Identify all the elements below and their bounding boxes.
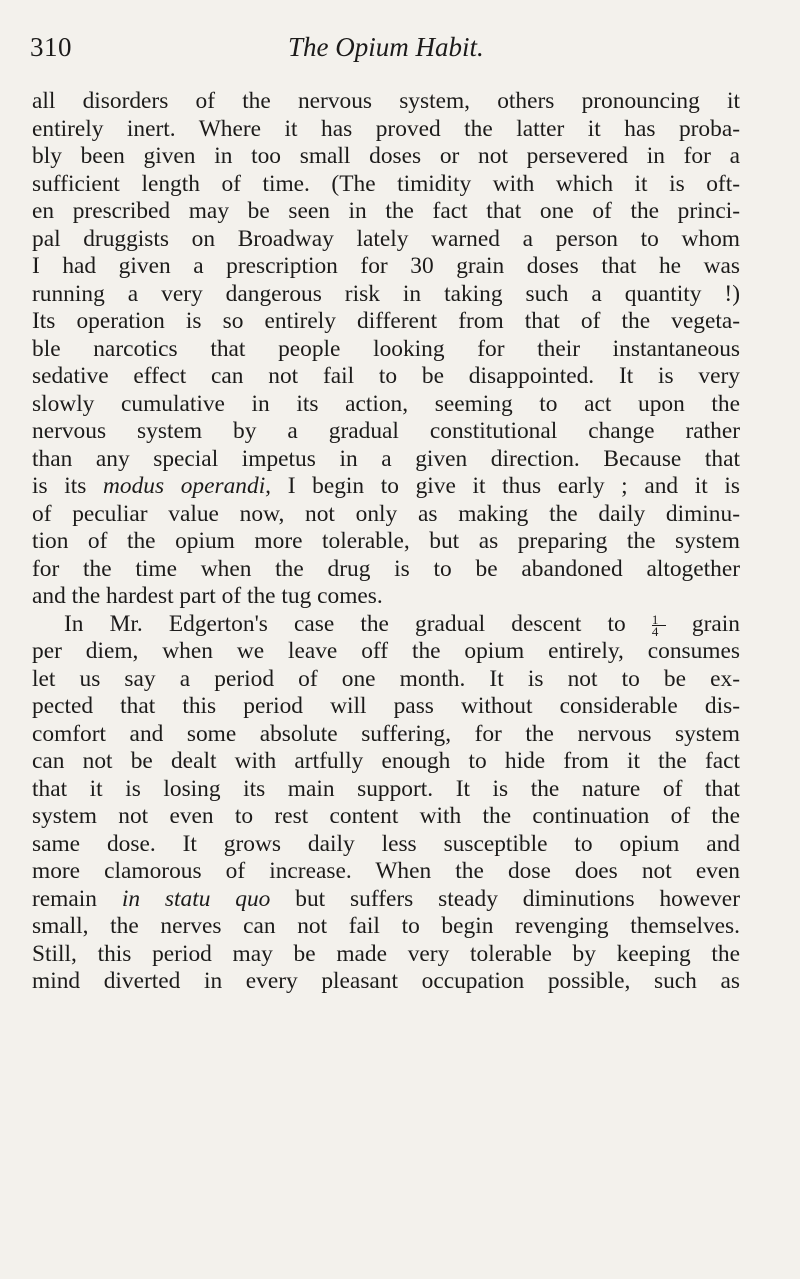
text-line: bly been given in too small doses or not persevered in for a: [32, 143, 740, 169]
text-line: [32, 473, 740, 501]
text-line: comfort and some absolute suffering, for the nervous system: [32, 720, 740, 747]
page-number: 310: [30, 32, 72, 62]
text-line: sedative effect can not fail to be disappointed. It is very: [32, 363, 740, 389]
text-line: Still, this period may be made very tolerable by keeping the: [32, 940, 740, 967]
text-line: of peculiar value now, not only as making the daily diminu-: [32, 500, 740, 527]
body-text: [32, 88, 740, 996]
text-line: pected that this period will pass without considerable dis-: [32, 693, 740, 719]
text-line: let us say a period of one month. It is not to be ex-: [32, 665, 740, 692]
text-segment: remain: [32, 885, 122, 912]
text-line: running a very dangerous risk in taking such a quantity !): [32, 280, 740, 307]
text-segment: In Mr. Edgerton's case the gradual descent to: [64, 610, 652, 637]
text-line: same dose. It grows daily less susceptible to opium and: [32, 830, 740, 857]
text-line: entirely inert. Where it has proved the latter it has proba-: [32, 115, 740, 142]
text-line: [32, 886, 740, 914]
text-line: for the time when the drug is to be abandoned altogether: [32, 555, 740, 582]
text-line: per diem, when we leave off the opium entirely, consumes: [32, 638, 740, 664]
page-header: [30, 28, 740, 78]
text-line: ble narcotics that people looking for their instantaneous: [32, 335, 740, 362]
text-line: all disorders of the nervous system, others pronouncing it: [32, 88, 740, 114]
text-line: mind diverted in every pleasant occupation possible, such as: [32, 968, 740, 994]
text-segment: I begin to give it thus early ; and it is: [271, 473, 740, 499]
text-line: [32, 611, 740, 639]
italic-phrase: modus operandi,: [103, 473, 272, 499]
paragraph-end-line: and the hardest part of the tug comes.: [32, 583, 383, 609]
fraction-denominator: 4: [651, 623, 659, 639]
text-line: en prescribed may be seen in the fact that one of the princi-: [32, 198, 740, 224]
text-line: system not even to rest content with the continuation of the: [32, 803, 740, 829]
text-segment: is its: [32, 473, 103, 499]
text-line: sufficient length of time. (The timidity with which it is oft-: [32, 170, 740, 197]
text-line: pal druggists on Broadway lately warned a person to whom: [32, 225, 740, 252]
text-line: more clamorous of increase. When the dose does not even: [32, 858, 740, 884]
text-line: that it is losing its main support. It is the nature of that: [32, 775, 740, 802]
fraction-numerator: 1: [652, 614, 666, 626]
text-line: than any special impetus in a given direction. Because that: [32, 445, 740, 472]
text-line: can not be dealt with artfully enough to hide from it the fact: [32, 748, 740, 774]
fraction: [651, 611, 666, 639]
text-line: Its operation is so entirely different from that of the vegeta-: [32, 308, 740, 334]
running-title: The Opium Habit.: [288, 32, 484, 62]
italic-phrase: in statu quo: [121, 885, 271, 912]
text-segment: grain: [665, 610, 740, 637]
text-line: nervous system by a gradual constitutional change rather: [32, 418, 740, 444]
text-line: slowly cumulative in its action, seeming to act upon the: [32, 390, 740, 417]
text-segment: but suffers steady diminutions however: [270, 885, 740, 912]
text-line: small, the nerves can not fail to begin revenging themselves.: [32, 913, 740, 939]
text-line: I had given a prescription for 30 grain doses that he was: [32, 253, 740, 279]
text-line: tion of the opium more tolerable, but as preparing the system: [32, 528, 740, 554]
